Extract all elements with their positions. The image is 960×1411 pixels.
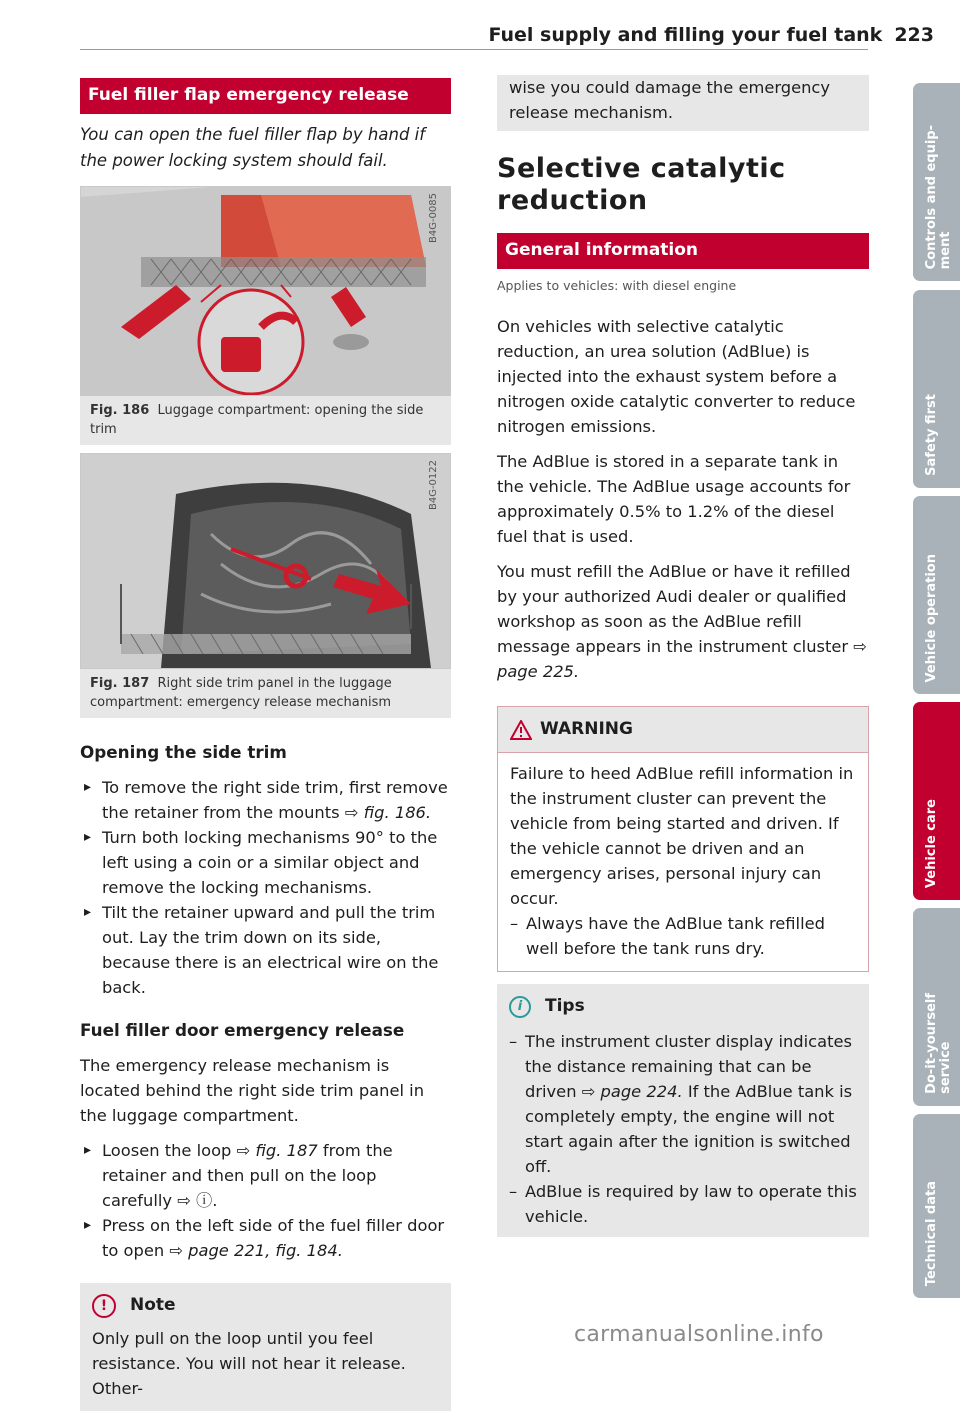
emergency-release-illustration	[81, 454, 451, 668]
info-circle-icon: i	[509, 996, 531, 1018]
page-225-ref[interactable]: ⇨ page 225.	[497, 637, 867, 681]
subsection-title: General information	[497, 233, 869, 269]
intro-text: You can open the fuel filler flap by hand if the power locking system should fail.	[80, 125, 426, 170]
warning-body	[497, 753, 869, 972]
opening-step-1-text: To remove the right side trim, first remove the retainer from the mounts	[102, 778, 448, 822]
page-224-ref[interactable]: ⇨ page 224.	[581, 1082, 683, 1101]
warning-box	[497, 706, 869, 972]
watermark: carmanualsonline.info	[574, 1322, 824, 1347]
tab-controls-and-equipment[interactable]	[913, 83, 960, 281]
tab-care-label: Vehicle care	[924, 798, 939, 888]
opening-step-2	[80, 825, 451, 900]
opening-step-1	[80, 775, 451, 825]
tab-technical-data[interactable]	[913, 1114, 960, 1298]
warning-header	[497, 706, 869, 753]
header-title: Fuel supply and filling your fuel tank	[488, 24, 883, 46]
warning-title: WARNING	[540, 719, 633, 739]
warning-item-text: Always have the AdBlue tank refilled well before the tank runs dry.	[526, 914, 825, 958]
fig-187-ref[interactable]: ⇨ fig. 187	[236, 1141, 318, 1160]
tips-box	[497, 984, 869, 1237]
scr-paragraph-2: The AdBlue is stored in a separate tank in the vehicle. The AdBlue usage accounts for approximately 0.5% to 1.2% of the diesel fuel that is used.	[497, 452, 851, 546]
opening-step-3-text: Tilt the retainer upward and pull the trim out. Lay the trim down on its side, because there is an electrical wire on the back.	[102, 903, 439, 997]
right-column	[497, 75, 869, 1237]
tip-1-pre: The instrument cluster display indicates the distance remaining that can be driven	[525, 1032, 852, 1101]
figure-186	[80, 186, 451, 445]
luggage-side-trim-illustration	[81, 187, 451, 395]
section-title: Fuel filler flap emergency release	[80, 78, 451, 114]
tab-safety-label: Safety first	[924, 394, 939, 476]
tab-vehicle-care[interactable]	[913, 702, 960, 900]
caution-circle-icon: !	[92, 1294, 116, 1318]
note-continuation	[497, 75, 869, 131]
tips-body	[497, 1029, 869, 1237]
scr-paragraph-3	[497, 559, 869, 684]
opening-step-3	[80, 900, 451, 1000]
left-column	[80, 78, 451, 1411]
warning-item	[498, 911, 856, 961]
warning-text: Failure to heed AdBlue refill information in the instrument cluster can prevent the vehicle from being started and driven. If the vehicle cannot be driven and an emergency arises, personal injury can occur.	[510, 764, 854, 908]
scr-paragraph-1: On vehicles with selective catalytic reduction, an urea solution (AdBlue) is injected into the exhaust system before a nitrogen oxide catalytic converter to reduce nitrogen emissions.	[497, 317, 856, 436]
figure-186-caption-text: Luggage compartment: opening the side trim	[90, 403, 424, 437]
tip-2-text: AdBlue is required by law to operate this vehicle.	[525, 1182, 857, 1226]
door-step-1-post: from the retainer and then pull on the loop carefully ⇨ ⓘ.	[102, 1141, 393, 1210]
tab-do-it-yourself-service[interactable]	[913, 908, 960, 1106]
figure-187-label: Fig. 187	[90, 676, 150, 691]
tip-2	[497, 1179, 857, 1229]
figure-187-code: B4G-0122	[428, 460, 439, 511]
tab-technical-label: Technical data	[924, 1180, 939, 1286]
figure-186-code: B4G-0085	[428, 193, 439, 244]
door-step-1	[80, 1138, 451, 1213]
figure-187-caption	[80, 669, 451, 718]
door-step-2	[80, 1213, 451, 1263]
door-step-2-pre: Press on the left side of the fuel filler door to open	[102, 1216, 445, 1260]
tab-vehicle-operation[interactable]	[913, 496, 960, 694]
scr-paragraph-3-text: You must refill the AdBlue or have it refilled by your authorized Audi dealer or qualified workshop as soon as the AdBlue refill message appears in the instrument cluster	[497, 562, 851, 656]
tab-operation-label: Vehicle operation	[924, 553, 939, 682]
tips-title: Tips	[545, 996, 585, 1016]
note-header	[92, 1293, 439, 1318]
page-221-ref[interactable]: ⇨ page 221, fig. 184.	[169, 1241, 343, 1260]
note-text: Only pull on the loop until you feel resistance. You will not hear it release. Other-	[92, 1329, 406, 1398]
tab-controls-label: Controls and equip- ment	[924, 124, 953, 269]
figure-187-caption-text: Right side trim panel in the luggage compartment: emergency release mechanism	[90, 676, 392, 710]
tip-1	[497, 1029, 857, 1179]
tab-safety-first[interactable]	[913, 290, 960, 488]
door-paragraph: The emergency release mechanism is located behind the right side trim panel in the luggage compartment.	[80, 1056, 425, 1125]
section-heading: Selective catalytic reduction	[497, 153, 786, 216]
header-rule	[80, 49, 868, 50]
tab-diy-label: Do-it-yourself service	[924, 993, 953, 1094]
figure-187	[80, 453, 451, 718]
warning-triangle-icon	[510, 720, 532, 740]
running-header	[488, 24, 934, 46]
note-title: Note	[130, 1295, 176, 1315]
note-box	[80, 1283, 451, 1411]
tips-header	[497, 984, 869, 1029]
fig-186-ref[interactable]: ⇨ fig. 186.	[344, 803, 432, 822]
figure-186-caption	[80, 396, 451, 445]
figure-187-image	[80, 453, 451, 669]
applies-text: Applies to vehicles: with diesel engine	[497, 278, 737, 293]
opening-steps	[80, 775, 451, 1000]
opening-heading: Opening the side trim	[80, 742, 287, 762]
door-heading: Fuel filler door emergency release	[80, 1020, 405, 1040]
figure-186-label: Fig. 186	[90, 403, 150, 418]
figure-186-image	[80, 186, 451, 396]
note-continuation-text: wise you could damage the emergency release mechanism.	[509, 78, 830, 122]
page-number: 223	[894, 24, 934, 46]
tip-1-post: If the AdBlue tank is completely empty, the engine will not start again after the ignition is switched off.	[525, 1082, 853, 1176]
door-step-1-pre: Loosen the loop	[102, 1141, 232, 1160]
opening-step-2-text: Turn both locking mechanisms 90° to the left using a coin or a similar object and remove the locking mechanisms.	[102, 828, 438, 897]
door-steps	[80, 1138, 451, 1263]
